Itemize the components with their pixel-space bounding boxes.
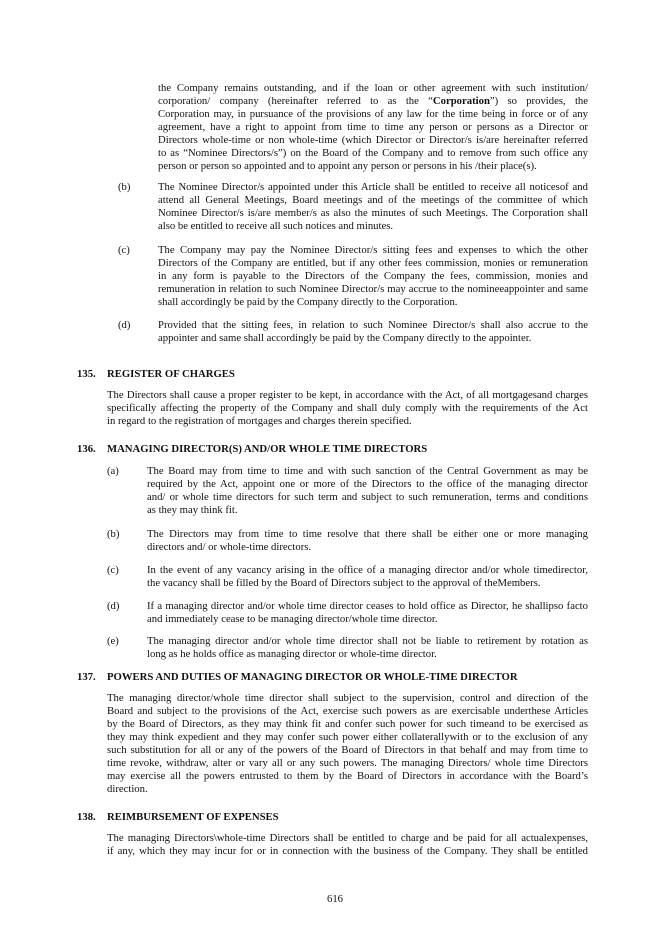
text-line: direction. xyxy=(107,783,148,795)
text-line: the Company remains outstanding, and if the loan or other agreement with such institution/ xyxy=(158,82,588,94)
text-line: appointer and same shall accordingly be paid by the Company directly to the appointer. xyxy=(158,332,532,344)
section-number: 138. xyxy=(77,811,96,823)
list-item xyxy=(158,319,588,345)
list-item xyxy=(147,465,588,517)
text-line: they may think expedient and they may confer such power either collaterallywith or to the exclusion of any xyxy=(107,731,588,743)
text-line: Nominee Director/s is/are member/s as also the minutes of such Meetings. The Corporation shall xyxy=(158,207,588,219)
list-item xyxy=(158,244,588,309)
text-line: The Company may pay the Nominee Director/s sitting fees and expenses to which the other xyxy=(158,244,588,256)
intro-paragraph xyxy=(158,82,588,173)
item-label: (e) xyxy=(107,635,119,647)
section-heading: REGISTER OF CHARGES xyxy=(107,368,235,380)
section-heading: POWERS AND DUTIES OF MANAGING DIRECTOR OR WHOLE-TIME DIRECTOR xyxy=(107,671,518,683)
text-line: Corporation may, in pursuance of the provisions of any law for the time being in force or of any xyxy=(158,108,588,120)
section-number: 137. xyxy=(77,671,96,683)
text-line: in regard to the registration of mortgages and charges therein specified. xyxy=(107,415,412,427)
text-line: specifically affecting the property of the Company and shall duly comply with the requirements of the Act xyxy=(107,402,588,414)
item-label: (c) xyxy=(107,564,119,576)
text-line: person or person so appointed and to appoint any person or persons in his /their place(s). xyxy=(158,160,537,172)
text-line: directors and/ or whole-time directors. xyxy=(147,541,312,553)
text-line: the vacancy shall be filled by the Board of Directors subject to the approval of theMembers. xyxy=(147,577,541,589)
page-number: 616 xyxy=(326,893,344,905)
list-item xyxy=(147,600,588,626)
text-line: attend all General Meetings, Board meetings and of the meetings of the committee of which xyxy=(158,194,588,206)
text-line: and/ or whole time directors for such term and subject to such remuneration, terms and conditions xyxy=(147,491,588,503)
text-line: may exercise all the powers entrusted to them by the Board of Directors in accordance with the Board’s xyxy=(107,770,588,782)
item-label: (d) xyxy=(107,600,120,612)
text-line: by the Board of Directors, as they may think fit and confer such power for such timeand to be exercised as xyxy=(107,718,588,730)
text-line: and immediately cease to be managing director/whole time director. xyxy=(147,613,438,625)
text-line: The Directors may from time to time resolve that there shall be either one or more managing xyxy=(147,528,588,540)
text-line: remuneration in relation to such Nominee Director/s may accrue to the nomineeappointer and same xyxy=(158,283,588,295)
list-item xyxy=(147,528,588,554)
text-line: to as “Nominee Directors/s”) on the Board of the Company and to remove from such office any xyxy=(158,147,588,159)
text-line: agreement, have a right to appoint from time to time any person or persons as a Director or xyxy=(158,121,588,133)
text-line: shall accordingly be paid by the Company directly to the Corporation. xyxy=(158,296,458,308)
text-line: The Directors shall cause a proper register to be kept, in accordance with the Act, of all mortgagesand charges xyxy=(107,389,588,401)
text-line: If a managing director and/or whole time director ceases to hold office as Director, he shallipso facto xyxy=(147,600,588,612)
text-line: as they may think fit. xyxy=(147,504,238,516)
item-label: (c) xyxy=(118,244,130,256)
text-line: The managing Directors\whole-time Directors shall be entitled to charge and be paid for all actualexpenses, xyxy=(107,832,588,844)
item-label: (b) xyxy=(118,181,131,193)
list-item xyxy=(147,635,588,661)
item-label: (b) xyxy=(107,528,120,540)
text-line: The managing director and/or whole time director shall not be liable to retirement by rotation as xyxy=(147,635,588,647)
text-line: The Board may from time to time and with such sanction of the Central Government as may be xyxy=(147,465,588,477)
text-line: such substitution for all or any of the powers of the Board of Directors in that behalf and may from time to xyxy=(107,744,588,756)
list-item xyxy=(158,181,588,233)
text-line: required by the Act, appoint one or more of the Directors to the office of the managing director xyxy=(147,478,588,490)
text-line: The Nominee Director/s appointed under this Article shall be entitled to receive all noticesof and xyxy=(158,181,588,193)
item-label: (a) xyxy=(107,465,119,477)
text-line: In the event of any vacancy arising in the office of a managing director and/or whole timedirector, xyxy=(147,564,588,576)
item-label: (d) xyxy=(118,319,131,331)
text-line: long as he holds office as managing director or whole-time director. xyxy=(147,648,437,660)
section-body xyxy=(107,692,588,796)
text-line: if any, which they may incur for or in connection with the business of the Company. They shall be entitled xyxy=(107,845,588,857)
section-body xyxy=(107,832,588,858)
section-number: 135. xyxy=(77,368,96,380)
section-number: 136. xyxy=(77,443,96,455)
text-line: Directors of the Company are entitled, but if any other fees commission, monies or remuneration xyxy=(158,257,588,269)
section-body xyxy=(107,389,588,428)
text-line: Provided that the sitting fees, in relation to such Nominee Director/s shall also accrue to the xyxy=(158,319,588,331)
section-heading: REIMBURSEMENT OF EXPENSES xyxy=(107,811,279,823)
text-line: The managing director/whole time director shall subject to the supervision, control and direction of the xyxy=(107,692,588,704)
list-item xyxy=(147,564,588,590)
text-line: Directors whole-time or non whole-time (which Director or Director/s is/are hereinafter referred xyxy=(158,134,588,146)
text-line: also be entitled to receive all such notices and minutes. xyxy=(158,220,394,232)
section-heading: MANAGING DIRECTOR(S) AND/OR WHOLE TIME DIRECTORS xyxy=(107,443,428,455)
text-line: corporation/ company (hereinafter referred to as the “Corporation”) so provides, the xyxy=(158,95,588,107)
text-line: time revoke, withdraw, alter or vary all or any such powers. The managing Directors/ whole time Directors xyxy=(107,757,588,769)
text-line: Board and subject to the provisions of the Act, exercise such powers as are exercisable underthese Articles xyxy=(107,705,588,717)
text-line: in any form is payable to the Directors of the Company the fees, commission, monies and xyxy=(158,270,588,282)
